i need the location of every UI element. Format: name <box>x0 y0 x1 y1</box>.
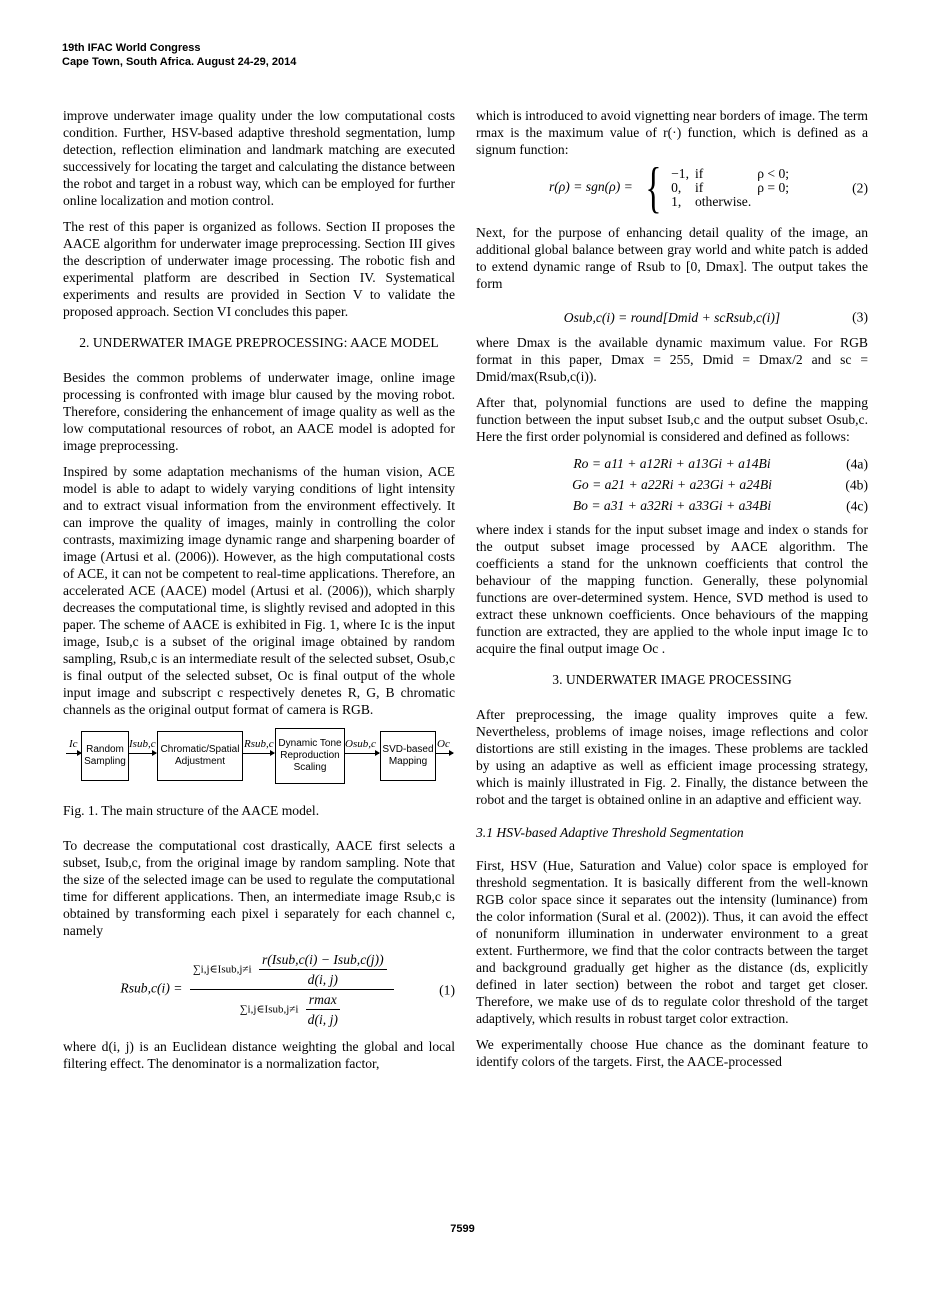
section-heading-3: 3. UNDERWATER IMAGE PROCESSING <box>552 672 792 687</box>
paragraph: improve underwater image quality under the low computational costs condition. Further, HSV-based adaptive threshold segmentation, lump detection, reflection elimination and landmark matching are executed successively for locating the target and calculating the distance between the robot and target in a robust way, which can be employed for further online localization and motion control. <box>63 108 455 208</box>
equation-4a <box>476 454 868 473</box>
block-random-sampling: Random Sampling <box>81 731 129 781</box>
eq1-den-bottom: d(i, j) <box>307 1012 338 1027</box>
paragraph: Next, for the purpose of enhancing detail quality of the image, an additional global balance between gray world and white patch is added to extend dynamic range of Rsub to [0, Dmax]. The output takes the form <box>476 225 868 291</box>
paragraph: We experimentally choose Hue chance as the dominant feature to identify colors of the targets. First, the AACE-processed <box>476 1037 868 1069</box>
arrow <box>344 753 379 754</box>
subsection-heading-3-1: 3.1 HSV-based Adaptive Threshold Segmentation <box>476 825 744 840</box>
equation-4b <box>476 475 868 494</box>
case-value: −1, <box>671 166 689 181</box>
case-row <box>671 195 795 209</box>
figure-caption: Fig. 1. The main structure of the AACE model. <box>63 803 320 818</box>
eq1-den-top: rmax <box>306 991 340 1010</box>
equation-4c <box>476 496 868 515</box>
left-column <box>63 107 455 1081</box>
equation-1 <box>63 951 455 1028</box>
case-value: 1, <box>671 194 682 209</box>
header-line-1: 19th IFAC World Congress <box>62 42 201 54</box>
eq3-body: Osub,c(i) = round[Dmid + scRsub,c(i)] <box>563 309 781 325</box>
case-value: 0, <box>671 180 682 195</box>
aace-block-diagram <box>63 728 455 790</box>
eq1-den-sum: ∑i,j∈Isub,j≠i <box>239 1003 299 1016</box>
eq2-cases <box>636 157 795 219</box>
paragraph: where Dmax is the available dynamic maximum value. For RGB format in this paper, Dmax = 255, Dmid = Dmax/2 and sc = Dmid/max(Rsub,c(i)). <box>476 335 868 384</box>
eq4a-body: Ro = a11 + a12Ri + a13Gi + a14Bi <box>573 456 771 471</box>
paragraph: Inspired by some adaptation mechanisms of the human vision, ACE model is able to adapt to widely varying conditions of light intensity and to extract visual information from the environment effectively. It can improve the quality of images, mainly in controlling the color contrasts, maximizing image dynamic range and sharpening boarder of image (Artusi et al. (2006)). However, as the high computational costs of ACE, it can not be competent to real-time applications. Therefore, an accelerated ACE (AACE) model (Artusi et al. (2006)), which sharply decreases the computational time, is slightly revised and adopted in this paper. The scheme of AACE is exhibited in Fig. 1, where Ic is the input image, Isub,c is a subset of the original image obtained by random sampling, Rsub,c is an intermediate result of the selected subset, Osub,c is final output of the selected subset, Oc is final output of the whole input image and subscript c respectively denetes R, G, B chromatic channels as the original output format of camera is RGB. <box>63 464 455 717</box>
signal-label-osub: Osub,c <box>345 738 376 750</box>
eq4c-body: Bo = a31 + a32Ri + a33Gi + a34Bi <box>572 498 772 513</box>
eq2-lhs: r(ρ) = sgn(ρ) = <box>548 179 633 195</box>
case-row <box>671 167 795 181</box>
equation-number: (3) <box>852 309 868 325</box>
equation-number: (2) <box>852 180 868 196</box>
right-column <box>476 107 868 1079</box>
paragraph: where index i stands for the input subset image and index o stands for the output subset image processed by AACE algorithm. The coefficients a stand for the unknown coefficients that control the behaviour of the mapping function. Generally, these polynomial functions are over-determined system. Hence, SVD method is used to extract these unknown coefficients. Once behaviours of the mapping function are extracted, they are applied to the whole input image Ic to acquire the final output image Oc . <box>476 522 868 656</box>
eq1-num-bottom: d(i, j) <box>307 972 338 987</box>
section-heading-2: 2. UNDERWATER IMAGE PREPROCESSING: AACE MODEL <box>79 335 439 350</box>
eq1-num-sum: ∑i,j∈Isub,j≠i <box>192 963 252 976</box>
arrow <box>66 753 81 754</box>
case-keyword: if <box>694 166 704 181</box>
equation-number: (4b) <box>845 477 868 492</box>
paragraph: Besides the common problems of underwater image, online image processing is confronted with image blur caused by the moving robot. Therefore, considering the enhancement of image quality as well as the low computational resources of robot, an AACE model is adopted for image preprocessing. <box>63 370 455 453</box>
paragraph: First, HSV (Hue, Saturation and Value) color space is employed for threshold segmentation. It is basically different from the well-known RGB color space since it separates out the intensity (luminance) from the color information (Sural et al. (2002)). Thus, it can avoid the effect of nonuniform illumination in underwater environment to a great extent. Furthermore, we find that the color contracts between the target and background gradually get higher as the distance (ds, explicitly defined in later section) between the robot and target get closer. Therefore, we make use of ds to regulate color threshold of the target adaptively, which results in robust target color extraction. <box>476 858 868 1026</box>
eq1-fraction <box>190 951 394 1028</box>
case-condition: ρ = 0; <box>757 180 790 195</box>
equation-number: (1) <box>439 982 455 997</box>
arrow <box>242 753 274 754</box>
paragraph: To decrease the computational cost drastically, AACE first selects a subset, Isub,c, from the original image by random sampling. Note that the size of the selected image can be used to regulate the computational time for different applications. Then, an intermediate image Rsub,c is obtained by transforming each pixel i separately for each channel c, namely <box>63 838 455 938</box>
paragraph: After that, polynomial functions are used to define the mapping function between the input subset Isub,c and the output subset Osub,c. Here the first order polynomial is considered and defined as follows: <box>476 395 868 444</box>
eq1-inner-fraction <box>259 951 387 988</box>
left-brace: { <box>645 157 662 219</box>
case-condition: ρ < 0; <box>757 166 790 181</box>
case-keyword: if <box>694 180 704 195</box>
case-row <box>671 181 795 195</box>
case-keyword: otherwise. <box>694 194 752 209</box>
paragraph: which is introduced to avoid vignetting near borders of image. The term rmax is the maximum value of r(·) function, which is defined as a signum function: <box>476 108 868 157</box>
case-condition <box>757 195 795 209</box>
block-chromatic-spatial: Chromatic/Spatial Adjustment <box>157 731 243 781</box>
block-dynamic-tone: Dynamic Tone Reproduction Scaling <box>275 728 345 784</box>
paragraph: The rest of this paper is organized as follows. Section II proposes the AACE algorithm for underwater image preprocessing. Section III gives the description of underwater image processing. The robotic fish and experimental platform are described in Section IV. Systematical experiments and results are provided in Section V to validate the proposed approach. Section VI concludes this paper. <box>63 219 455 319</box>
conference-header <box>62 41 296 69</box>
signal-label-isub: Isub,c <box>129 738 156 750</box>
eq2-case-table <box>671 167 795 209</box>
signal-label-ic: Ic <box>69 738 78 750</box>
arrow <box>435 753 453 754</box>
block-svd-mapping: SVD-based Mapping <box>380 731 436 781</box>
equation-2 <box>476 157 868 219</box>
eq1-lhs: Rsub,c(i) = <box>120 980 183 996</box>
arrow <box>128 753 156 754</box>
equation-3 <box>476 306 868 328</box>
signal-label-oc: Oc <box>437 738 450 750</box>
eq1-num-top: r(Isub,c(i) − Isub,c(j)) <box>259 951 387 970</box>
eq4b-body: Go = a21 + a22Ri + a23Gi + a24Bi <box>572 477 772 492</box>
equation-number: (4c) <box>846 498 868 513</box>
signal-label-rsub: Rsub,c <box>244 738 274 750</box>
equation-number: (4a) <box>846 456 868 471</box>
paragraph: where d(i, j) is an Euclidean distance weighting the global and local filtering effect. The denominator is a normalization factor, <box>63 1039 455 1071</box>
page-number: 7599 <box>450 1223 475 1235</box>
header-line-2: Cape Town, South Africa. August 24-29, 2014 <box>62 56 297 68</box>
eq1-inner-fraction-den <box>306 991 340 1028</box>
paragraph: After preprocessing, the image quality improves quite a few. Nevertheless, problems of image noises, image reflections and color distortions are still existing in the images. These problems are tackled by using an adaptive as well as efficient image processing strategy, which is mainly illustrated in Fig. 2. Finally, the distance between the robot and the target is obtained online in an adaptive and efficient way. <box>476 707 868 807</box>
